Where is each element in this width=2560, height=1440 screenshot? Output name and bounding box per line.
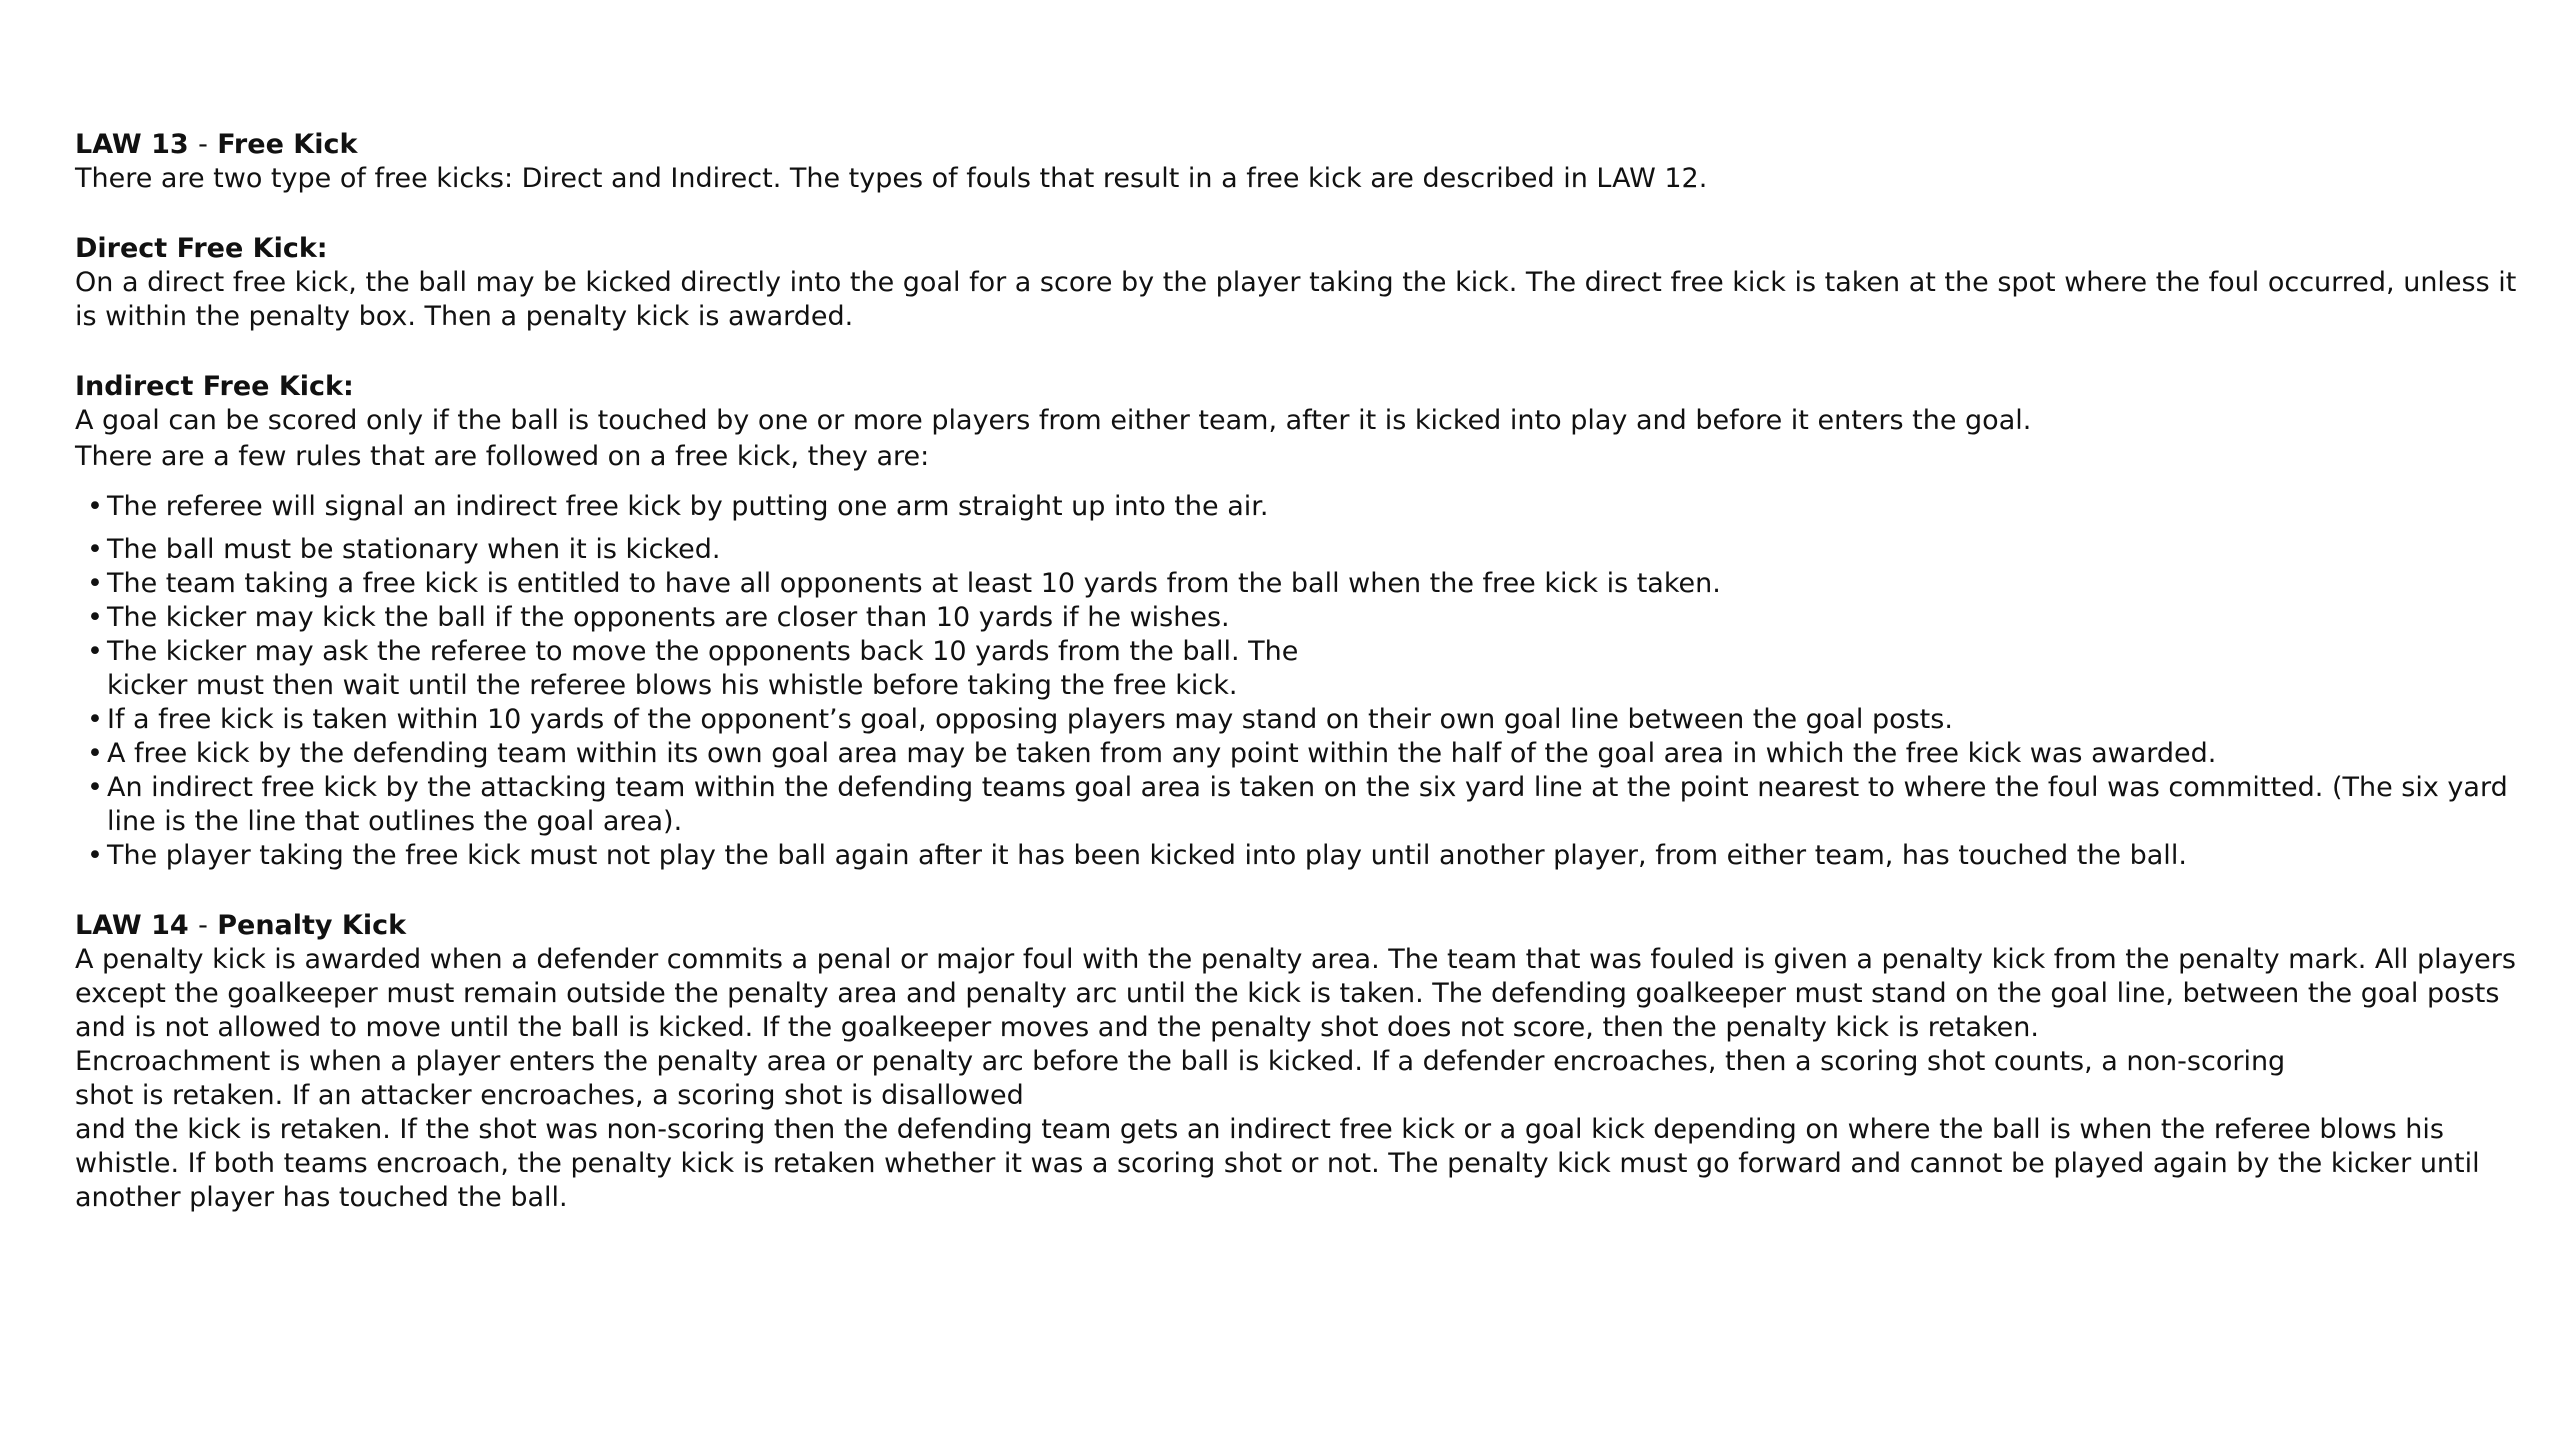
- list-item: [75, 490, 2535, 524]
- law14-number: LAW 14: [75, 910, 189, 941]
- law14-title: Penalty Kick: [217, 910, 407, 941]
- law14-paragraph-3: and the kick is retaken. If the shot was non-scoring then the defending team gets an indirect free kick or a goal kick depending on where the ball is when the referee blows his whistle. If both teams encroach, the penalty kick is retaken whether it was a scoring shot or not. The penalty kick must go forward and cannot be played again by the kicker until another player has touched the ball.: [75, 1114, 2480, 1213]
- bullet-icon: •: [87, 704, 103, 735]
- bullet-icon: •: [87, 491, 103, 522]
- bullet-icon: •: [87, 840, 103, 871]
- law13-number: LAW 13: [75, 129, 189, 160]
- list-item: [75, 703, 2535, 737]
- list-item-text: The team taking a free kick is entitled to have all opponents at least 10 yards from the ball when the free kick is taken.: [107, 568, 1721, 599]
- indirect-free-kick-heading: Indirect Free Kick:: [75, 371, 354, 402]
- law13-separator: -: [198, 129, 208, 160]
- law13-heading: [75, 128, 2535, 162]
- list-item-text: The kicker may kick the ball if the opponents are closer than 10 yards if he wishes.: [107, 602, 1230, 633]
- bullet-icon: •: [87, 534, 103, 565]
- list-item: [75, 771, 2535, 839]
- list-item-text: The player taking the free kick must not play the ball again after it has been kicked into play until another player, from either team, has touched the ball.: [107, 840, 2187, 871]
- list-item-text: The ball must be stationary when it is kicked.: [107, 534, 721, 565]
- list-item-text: An indirect free kick by the attacking team within the defending teams goal area is taken on the six yard line at the point nearest to where the foul was committed. (The six yard line is the line that outlines the goal area).: [107, 772, 2508, 837]
- law14-paragraph-2: Encroachment is when a player enters the penalty area or penalty arc before the ball is kicked. If a defender encroaches, then a scoring shot counts, a non-scoring shot is retaken. If an attacker encroaches, a scoring shot is disallowed: [75, 1046, 2286, 1111]
- list-item: [75, 635, 2535, 703]
- indirect-free-kick-text: A goal can be scored only if the ball is touched by one or more players from either team, after it is kicked into play and before it enters the goal.: [75, 405, 2032, 436]
- list-item-text: The kicker may ask the referee to move the opponents back 10 yards from the ball. The kicker must then wait until the referee blows his whistle before taking the free kick.: [107, 636, 1299, 701]
- bullet-icon: •: [87, 636, 103, 667]
- rules-intro: There are a few rules that are followed on a free kick, they are:: [75, 441, 930, 472]
- list-item: [75, 567, 2535, 601]
- list-item-text: If a free kick is taken within 10 yards of the opponent’s goal, opposing players may stand on their own goal line between the goal posts.: [107, 704, 1953, 735]
- law14-paragraph-1: A penalty kick is awarded when a defender commits a penal or major foul with the penalty area. The team that was fouled is given a penalty kick from the penalty mark. All players except the goalkeeper must remain outside the penalty area and penalty arc until the kick is taken. The defending goalkeeper must stand on the goal line, between the goal posts and is not allowed to move until the ball is kicked. If the goalkeeper moves and the penalty shot does not score, then the penalty kick is retaken.: [75, 944, 2516, 1043]
- list-item: [75, 533, 2535, 567]
- document-body: [75, 128, 2535, 1215]
- free-kick-rules-list: [75, 490, 2535, 873]
- bullet-icon: •: [87, 602, 103, 633]
- list-item: [75, 601, 2535, 635]
- bullet-icon: •: [87, 772, 103, 803]
- bullet-icon: •: [87, 738, 103, 769]
- list-item-text: A free kick by the defending team within its own goal area may be taken from any point within the half of the goal area in which the free kick was awarded.: [107, 738, 2217, 769]
- direct-free-kick-text: On a direct free kick, the ball may be kicked directly into the goal for a score by the player taking the kick. The direct free kick is taken at the spot where the foul occurred, unless it is within the penalty box. Then a penalty kick is awarded.: [75, 267, 2517, 332]
- list-item-text: The referee will signal an indirect free kick by putting one arm straight up into the air.: [107, 491, 1269, 522]
- list-item: [75, 737, 2535, 771]
- bullet-icon: •: [87, 568, 103, 599]
- list-item: [75, 839, 2535, 873]
- law14-heading: [75, 909, 2535, 943]
- law14-separator: -: [198, 910, 208, 941]
- law13-title: Free Kick: [217, 129, 358, 160]
- law13-intro: There are two type of free kicks: Direct and Indirect. The types of fouls that result in a free kick are described in LAW 12.: [75, 163, 1708, 194]
- direct-free-kick-heading: Direct Free Kick:: [75, 233, 328, 264]
